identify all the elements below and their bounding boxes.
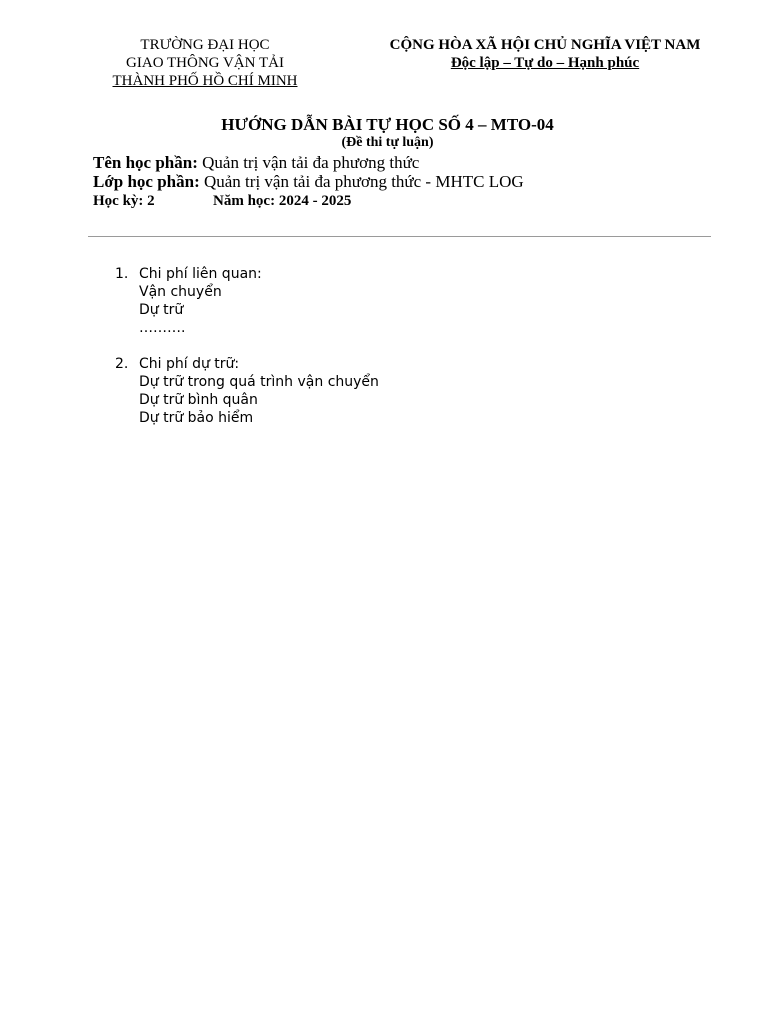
course-row bbox=[93, 153, 419, 173]
university-name-line-3: THÀNH PHỐ HỒ CHÍ MINH bbox=[112, 73, 298, 89]
list-item-title: Chi phí liên quan: bbox=[139, 266, 262, 282]
class-value: Quản trị vận tải đa phương thức - MHTC LOG bbox=[203, 172, 524, 191]
national-motto: Độc lập – Tự do – Hạnh phúc bbox=[450, 55, 640, 71]
document-subtitle: (Đề thi tự luận) bbox=[341, 135, 434, 150]
class-row bbox=[93, 172, 524, 192]
list-item bbox=[115, 265, 379, 337]
list-item-title: Chi phí dự trữ: bbox=[139, 356, 240, 372]
document-title: HƯỚNG DẪN BÀI TỰ HỌC SỐ 4 – MTO-04 bbox=[221, 115, 554, 134]
course-value: Quản trị vận tải đa phương thức bbox=[202, 153, 420, 172]
list-item-number: 2. bbox=[115, 356, 129, 372]
list-sub-item: Vận chuyển bbox=[139, 284, 222, 300]
list-item bbox=[115, 355, 379, 427]
academic-year-label: Năm học: 2024 - 2025 bbox=[213, 193, 352, 209]
list-sub-item: Dự trữ bảo hiểm bbox=[139, 410, 254, 426]
list-sub-item: Dự trữ bình quân bbox=[139, 392, 258, 408]
class-label: Lớp học phần: bbox=[93, 172, 200, 191]
semester-label: Học kỳ: 2 bbox=[93, 193, 155, 209]
list-sub-item: Dự trữ trong quá trình vận chuyển bbox=[139, 374, 379, 390]
list-sub-item: Dự trữ bbox=[139, 302, 184, 318]
header-divider bbox=[88, 236, 711, 237]
list-sub-item: ………. bbox=[139, 320, 186, 336]
list-item-number: 1. bbox=[115, 266, 129, 282]
university-header bbox=[82, 36, 328, 90]
university-name-line-1: TRƯỜNG ĐẠI HỌC bbox=[140, 37, 270, 53]
national-title: CỘNG HÒA XÃ HỘI CHỦ NGHĨA VIỆT NAM bbox=[389, 37, 701, 53]
course-label: Tên học phần: bbox=[93, 153, 198, 172]
semester-row bbox=[93, 191, 351, 211]
university-name-line-2: GIAO THÔNG VẬN TẢI bbox=[126, 55, 284, 71]
content-list bbox=[115, 265, 379, 445]
national-header bbox=[360, 36, 730, 72]
